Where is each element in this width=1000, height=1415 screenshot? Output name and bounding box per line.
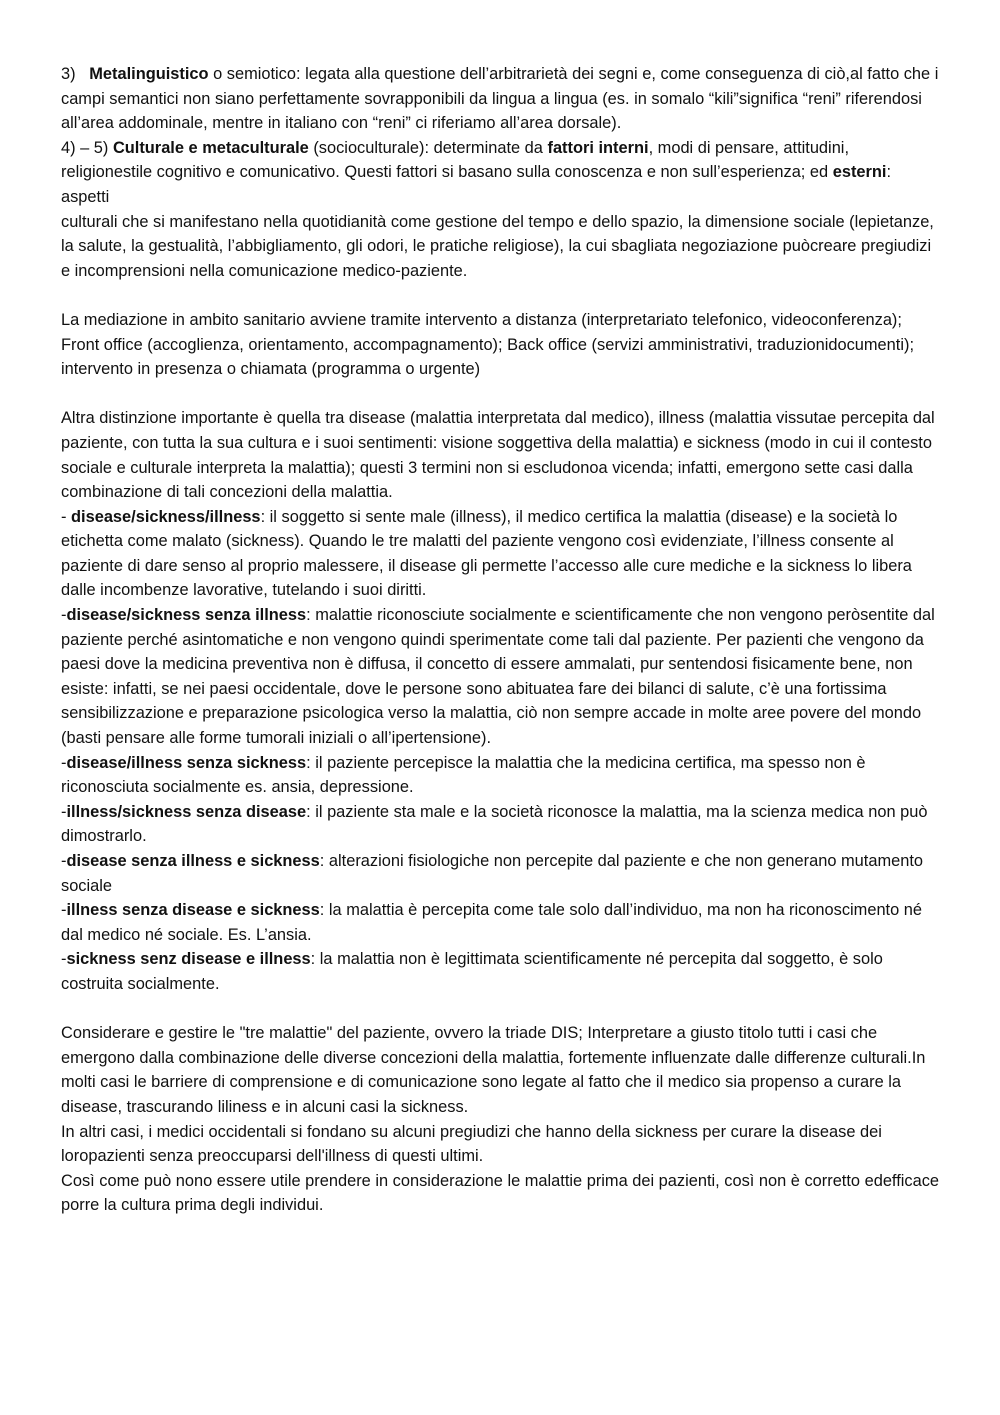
section-3-number: 3) (61, 65, 76, 83)
paragraph-gap (61, 283, 941, 308)
case-prefix: - (61, 507, 72, 526)
case-prefix: - (61, 852, 67, 870)
section-4-5-text-1: (socioculturale): determinate da (308, 138, 548, 157)
case-term: disease/illness senza sickness (66, 753, 307, 772)
case-term: sickness senz disease e illness (66, 950, 311, 969)
case-prefix: - (61, 606, 67, 625)
case-prefix: - (61, 901, 67, 920)
case-prefix: - (61, 753, 67, 772)
conclusione-paragraph-3: Così come può nono essere utile prendere in considerazione le malattie prima dei pazienti, così non è corretto edefficace porre la cultura prima degli individui. (61, 1171, 940, 1215)
case-item (61, 603, 941, 751)
mediazione-paragraph-2: Front office (accoglienza, orientamento, accompagnamento); Back office (servizi amministrativi, traduzionidocumenti); intervento in presenza o chiamata (programma o urgente) (61, 335, 914, 379)
section-4-5-text-2: , modi di pensare, attitudini, religionestile cognitivo e comunicativo. Questi fattori si basano sulla conoscenza e non sull’esperienza; ed (61, 138, 850, 182)
case-prefix: - (61, 802, 67, 821)
paragraph-gap (61, 997, 941, 1022)
case-item (61, 898, 941, 947)
case-term: illness/sickness senza disease (66, 802, 307, 821)
case-term: disease senza illness e sickness (66, 852, 320, 870)
case-term: disease/sickness senza illness (66, 606, 307, 625)
case-item (61, 947, 941, 996)
case-text: : la malattia non è legittimata scientificamente né percepita dal soggetto, è solo costruita socialmente. (61, 950, 883, 993)
section-4-5-term: Culturale e metaculturale (112, 138, 309, 157)
document-page (61, 62, 941, 1218)
mediazione-paragraph-1: La mediazione in ambito sanitario avviene tramite intervento a distanza (interpretariato telefonico, videoconferenza); (61, 310, 902, 329)
section-3-term: Metalinguistico (89, 65, 209, 83)
case-prefix: - (61, 950, 67, 969)
paragraph-gap (61, 382, 941, 407)
section-4-5-continuation: culturali che si manifestano nella quotidianità come gestione del tempo e dello spazio, la dimensione sociale (lepietanze, la salute, la gestualità, l’abbigliamento, gli odori, le pratiche religiose), la cui sbagliata negoziazione puòcreare pregiudizi e incomprensioni nella comunicazione medico-paziente. (61, 212, 934, 280)
case-item (61, 505, 941, 603)
case-item (61, 751, 941, 800)
case-text: : il paziente percepisce la malattia che la medicina certifica, ma spesso non è riconosciuta socialmente es. ansia, depressione. (61, 753, 866, 797)
case-item (61, 849, 941, 898)
case-item (61, 800, 941, 849)
section-3-text: o semiotico: legata alla questione dell’arbitrarietà dei segni e, come conseguenza di ciò,al fatto che i campi semantici non siano perfettamente sovrapponibili da lingua a lingua (es. in somalo “kili”significa “reni” riferendosi all’area addominale, mentre in italiano con “reni” ci riferiamo all’area dorsale). (61, 65, 939, 133)
section-4-5-text-3: : aspetti (61, 163, 892, 206)
case-text: : alterazioni fisiologiche non percepite dal paziente e che non generano mutamento sociale (61, 852, 923, 895)
case-term: illness senza disease e sickness (66, 901, 320, 920)
section-4-5-paragraph (61, 136, 941, 210)
case-term: disease/sickness/illness (71, 507, 261, 526)
conclusione-paragraph-1: Considerare e gestire le "tre malattie" del paziente, ovvero la triade DIS; Interpretare a giusto titolo tutti i casi che emergono dalla combinazione delle diverse concezioni della malattia, fortemente influenzate dalle differenze culturali.In molti casi le barriere di comprensione e di comunicazione sono legate al fatto che il medico sia propenso a curare la disease, trascurando liliness e in alcuni casi la sickness. (61, 1024, 926, 1116)
case-text: : il paziente sta male e la società riconosce la malattia, ma la scienza medica non può dimostrarlo. (61, 802, 928, 846)
case-text: : la malattia è percepita come tale solo dall’individuo, ma non ha riconoscimento né dal medico né sociale. Es. L’ansia. (61, 901, 923, 944)
distinzione-intro: Altra distinzione importante è quella tra disease (malattia interpretata dal medico), illness (malattia vissutae percepita dal paziente, con tutta la sua cultura e i suoi sentimenti: visione soggettiva della malattia) e sickness (modo in cui il contesto sociale e culturale interpreta la malattia); questi 3 termini non si escludonoa vicenda; infatti, emergono sette casi dalla combinazione di tali concezioni della malattia. (61, 409, 935, 502)
case-text: : il soggetto si sente male (illness), il medico certifica la malattia (disease) e la società lo etichetta come malato (sickness). Quando le tre malatti del paziente vengono così evidenziate, l’illness consente al paziente di dare senso al proprio malessere, il disease gli permette l’accesso alle cure mediche e la sickness lo libera dalle incombenze lavorative, tutelando i suoi diritti. (61, 507, 912, 600)
section-4-5-bold-2: esterni (832, 163, 887, 182)
conclusione-paragraph-2: In altri casi, i medici occidentali si fondano su alcuni pregiudizi che hanno della sickness per curare la disease dei loropazienti senza preoccuparsi dell'illness di questi ultimi. (61, 1122, 882, 1166)
section-4-5-number: 4) – 5) (61, 138, 109, 157)
case-text: : malattie riconosciute socialmente e scientificamente che non vengono peròsentite dal paziente perché asintomatiche e non vengono quindi sperimentate come tali dal paziente. Per pazienti che vengono da paesi dove la medicina preventiva non è diffusa, il concetto di essere ammalati, pur sentendosi fisicamente bene, non esiste: infatti, se nei paesi occidentale, dove le persone sono abituatea fare dei bilanci di salute, c’è una fortissima sensibilizzazione e preparazione psicologica verso la malattia, ciò non sempre accade in molte aree povere del mondo (basti pensare alle forme tumorali iniziali o all’ipertensione). (61, 606, 935, 748)
section-3-paragraph (61, 62, 941, 136)
section-4-5-bold-1: fattori interni (547, 138, 649, 157)
